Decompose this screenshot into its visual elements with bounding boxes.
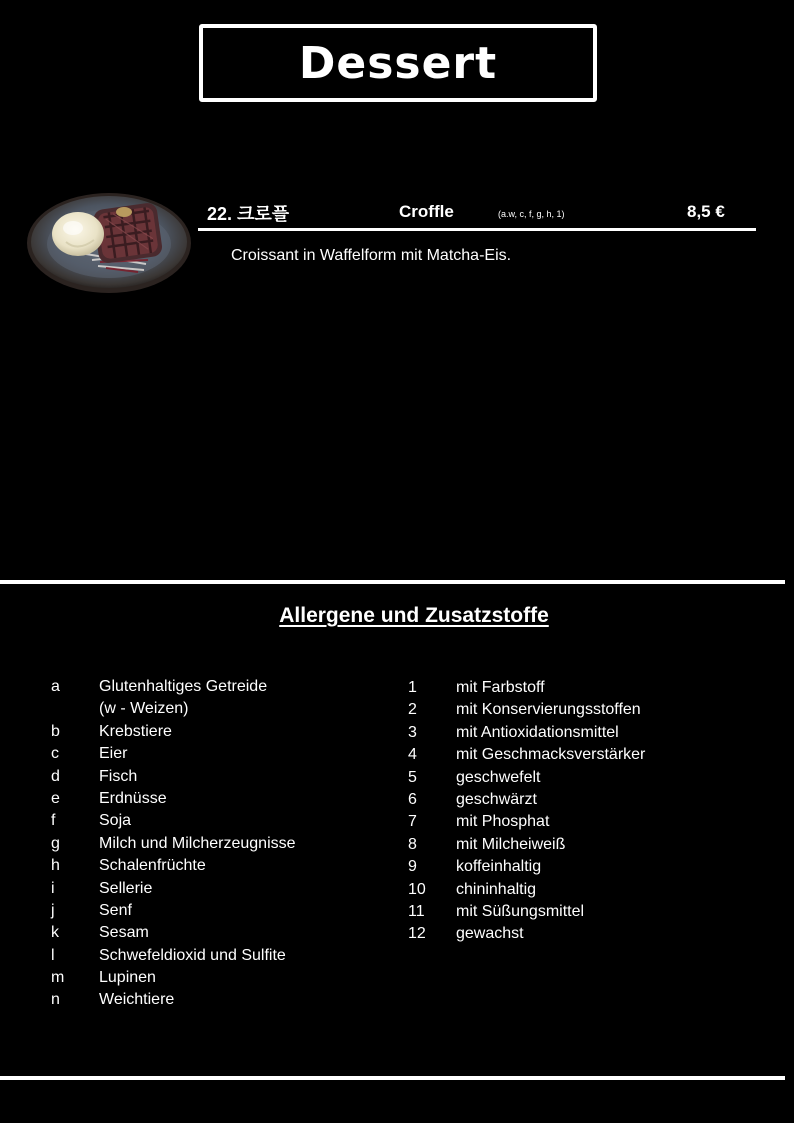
allergen-row [51,878,381,900]
additive-label: gewachst [456,925,524,943]
item-name: Croffle [399,202,454,221]
additive-label: mit Antioxidationsmittel [456,723,619,741]
menu-section-title-box [199,24,597,102]
additive-code: 8 [408,835,417,853]
allergen-row [51,766,381,788]
allergen-row [51,967,381,989]
allergen-label: Glutenhaltiges Getreide [99,678,268,695]
allergen-row [51,945,381,967]
additive-row [408,699,738,721]
additive-label: chininhaltig [456,880,537,898]
allergen-row [51,698,381,720]
additive-label: mit Phosphat [456,813,550,831]
additive-label: geschwärzt [456,790,537,808]
allergen-code: a [51,678,60,695]
section-divider-bottom [0,1076,785,1080]
allergen-label: Krebstiere [99,722,172,740]
item-description: Croissant in Waffelform mit Matcha-Eis. [231,247,512,264]
allergen-label: Weichtiere [99,991,175,1009]
item-number-korean-name: 22. 크로플 [207,204,290,224]
allergen-row [51,788,381,810]
additive-code: 4 [408,746,417,764]
allergen-row [51,855,381,877]
additive-code: 1 [408,679,417,696]
additive-label: mit Farbstoff [456,679,545,696]
allergen-row [51,922,381,944]
allergen-row [51,900,381,922]
allergen-label: Schalenfrüchte [99,857,206,875]
allergen-label: Sellerie [99,879,153,897]
additive-code: 6 [408,790,417,808]
item-underline-divider [198,228,756,231]
allergen-row [51,810,381,832]
additive-code: 2 [408,701,417,719]
additive-row [408,901,738,923]
allergen-code: b [51,722,60,740]
allergen-row [51,743,381,765]
additive-code: 10 [408,880,426,898]
allergen-letter-list [51,676,381,1012]
additive-row [408,923,738,945]
allergen-code: g [51,834,60,852]
allergen-code: e [51,789,60,807]
additive-label: mit Süßungsmittel [456,902,585,920]
additive-code: 11 [408,902,425,920]
allergen-code: i [51,879,55,897]
additive-label: koffeinhaltig [456,858,542,876]
allergen-code: m [51,969,65,987]
allergen-label: Schwefeldioxid und Sulfite [99,946,286,964]
allergen-code: c [51,745,59,763]
allergen-code: h [51,857,60,875]
additive-code: 9 [408,858,417,876]
menu-section-title: Dessert [298,37,498,89]
additive-label: mit Milcheiweiß [456,835,566,853]
allergen-row [51,721,381,743]
item-price: 8,5 € [687,202,725,221]
menu-item-croffle [198,196,756,230]
additive-code: 7 [408,813,417,831]
additive-code: 12 [408,925,426,943]
allergen-label: Milch und Milcherzeugnisse [99,834,296,852]
allergen-label: Senf [99,901,132,919]
additive-row [408,879,738,901]
section-divider-top [0,580,785,584]
allergen-label: Fisch [99,767,138,785]
additive-row [408,767,738,789]
additive-label: geschwefelt [456,768,541,786]
additive-row [408,722,738,744]
allergen-heading: Allergene und Zusatzstoffe [279,604,549,627]
allergen-label: Lupinen [99,969,156,987]
allergen-label: Sesam [99,924,149,942]
additive-code: 5 [408,768,417,786]
additive-label: mit Konservierungsstoffen [456,701,641,719]
additive-row [408,789,738,811]
additive-number-list [408,677,738,946]
allergen-code: d [51,767,60,785]
additive-row [408,811,738,833]
allergen-label: (w - Weizen) [99,700,189,718]
additive-row [408,677,738,699]
additive-row [408,856,738,878]
allergen-label: Eier [99,745,128,763]
allergen-code: n [51,991,60,1009]
croffle-dish-photo [26,192,192,294]
additive-code: 3 [408,723,417,741]
allergen-row [51,989,381,1011]
additive-row [408,834,738,856]
additive-label: mit Geschmacksverstärker [456,746,646,764]
allergen-label: Erdnüsse [99,789,167,807]
allergen-code: k [51,924,59,942]
allergen-label: Soja [99,812,132,830]
allergen-row [51,833,381,855]
allergen-code: f [51,812,56,830]
allergen-code: j [51,901,55,919]
item-allergen-codes: (a.w, c, f, g, h, 1) [498,209,565,219]
allergen-row [51,676,381,698]
allergen-code: l [51,946,55,964]
additive-row [408,744,738,766]
